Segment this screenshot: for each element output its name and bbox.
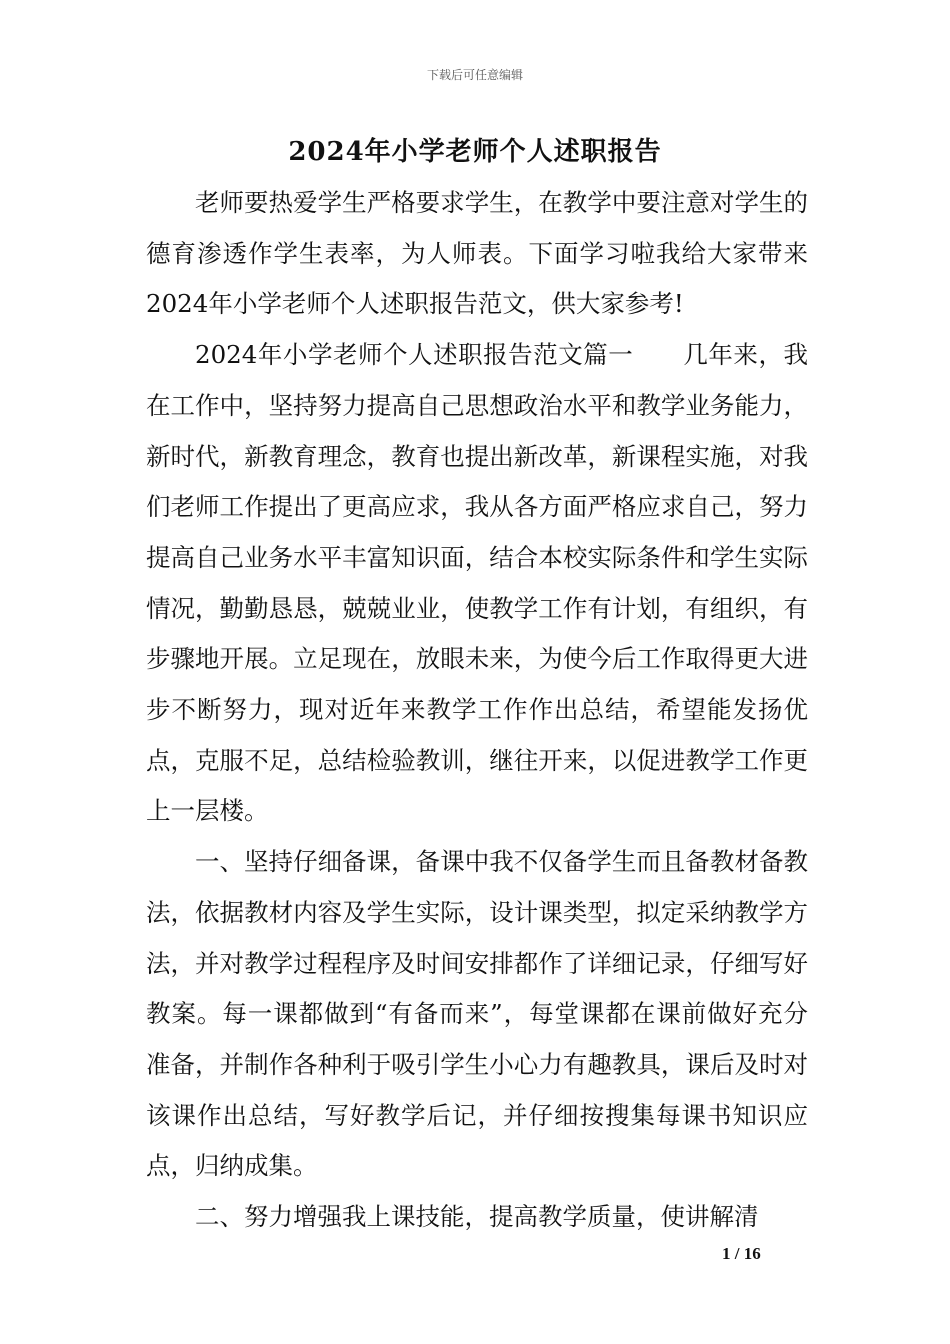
paragraph-intro: 老师要热爱学生严格要求学生，在教学中要注意对学生的德育渗透作学生表率，为人师表。下面学习啦我给大家带来2024年小学老师个人述职报告范文，供大家参考!	[146, 188, 808, 319]
document-title: 2024年小学老师个人述职报告	[288, 137, 662, 167]
paragraph-section-1: 2024年小学老师个人述职报告范文篇一 几年来，我在工作中，坚持努力提高自己思想政治水平和教学业务能力，新时代，新教育理念，教育也提出新改革，新课程实施，对我们老师工作提出了更高应求，我从各方面严格应求自己，努力提高自己业务水平丰富知识面，结合本校实际条件和学生实际情况，勤勤恳恳，兢兢业业，使教学工作有计划，有组织，有步骤地开展。立足现在，放眼未来，为使今后工作取得更大进步不断努力，现对近年来教学工作作出总结，希望能发扬优点，克服不足，总结检验教训，继往开来，以促进教学工作更上一层楼。	[146, 340, 808, 826]
paragraph-point-2: 二、努力增强我上课技能，提高教学质量，使讲解清	[195, 1202, 759, 1232]
paragraph-point-1: 一、坚持仔细备课，备课中我不仅备学生而且备教材备教法，依据教材内容及学生实际，设计课类型，拟定采纳教学方法，并对教学过程程序及时间安排都作了详细记录，仔细写好教案。每一课都做到“有备而来”，每堂课都在课前做好充分准备，并制作各种利于吸引学生小心力有趣教具，课后及时对该课作出总结，写好教学后记，并仔细按搜集每课书知识应点，归纳成集。	[146, 847, 808, 1181]
header-note: 下载后可任意编辑	[426, 68, 523, 82]
page-indicator: 1 / 16	[722, 1244, 761, 1263]
document-body	[146, 178, 808, 1243]
